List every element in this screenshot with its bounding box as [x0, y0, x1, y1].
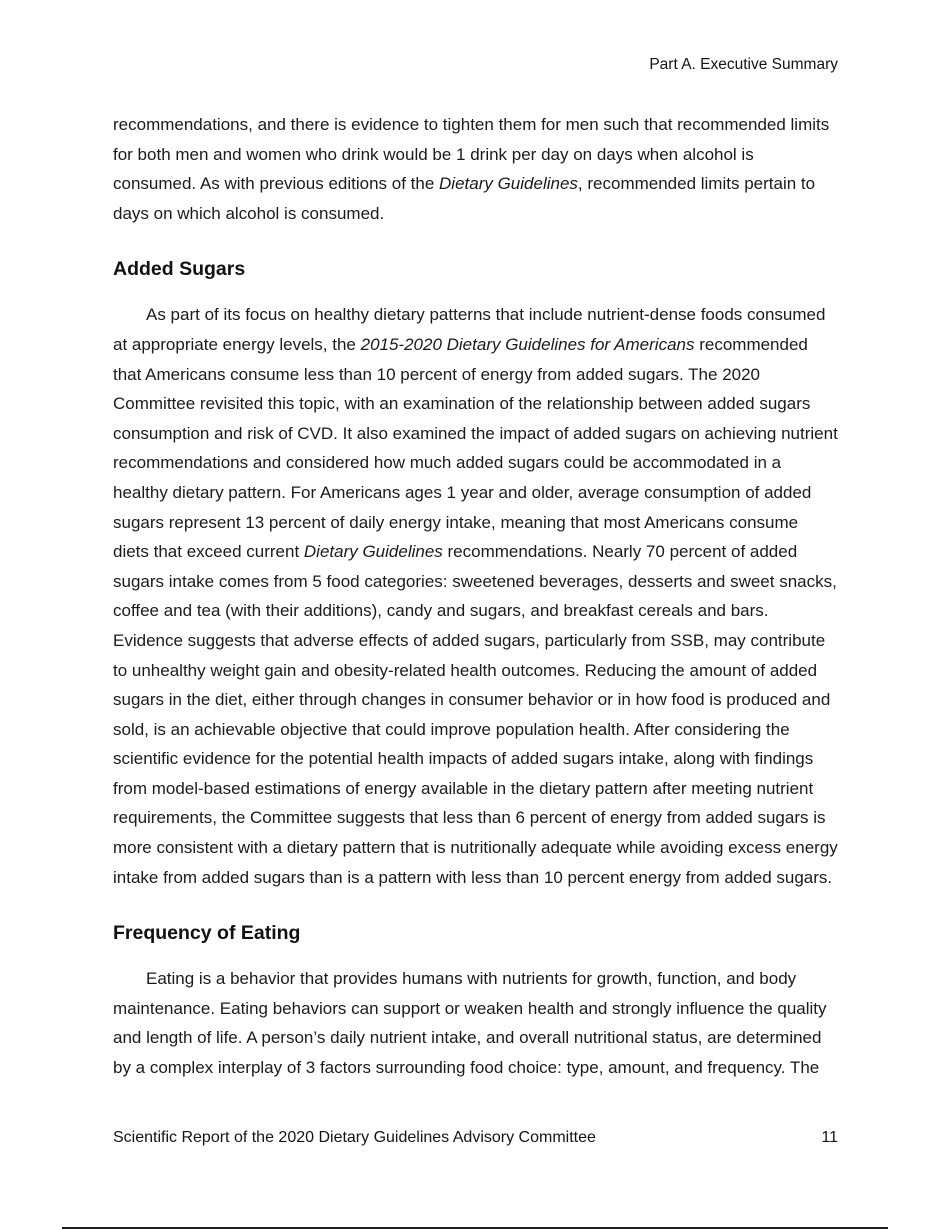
running-header	[113, 55, 838, 74]
paragraph-alcohol-continuation: recommendations, and there is evidence to tighten them for men such that recommended limits for both men and women who drink would be 1 drink per day on days when alcohol is consumed. As with previous editions of the Dietary Guidelines, recommended limits pertain to days on which alcohol is consumed.	[113, 115, 830, 223]
running-header-text: Part A. Executive Summary	[649, 56, 838, 73]
footer-document-title: Scientific Report of the 2020 Dietary Guidelines Advisory Committee	[113, 1129, 596, 1146]
page-footer	[113, 1128, 838, 1148]
heading-frequency-of-eating: Frequency of Eating	[113, 922, 301, 945]
paragraph-added-sugars: As part of its focus on healthy dietary patterns that include nutrient-dense foods consumed at appropriate energy levels, the 2015-2020 Dietary Guidelines for Americans recommended that Americans consume less than 10 percent of energy from added sugars. The 2020 Committee revisited this topic, with an examination of the relationship between added sugars consumption and risk of CVD. It also examined the impact of added sugars on achieving nutrient recommendations and considered how much added sugars could be accommodated in a healthy dietary pattern. For Americans ages 1 year and older, average consumption of added sugars represent 13 percent of daily energy intake, meaning that most Americans consume diets that exceed current Dietary Guidelines recommendations. Nearly 70 percent of added sugars intake comes from 5 food categories: sweetened beverages, desserts and sweet snacks, coffee and tea (with their additions), candy and sugars, and breakfast cereals and bars. Evidence suggests that adverse effects of added sugars, particularly from SSB, may contribute to unhealthy weight gain and obesity-related health outcomes. Reducing the amount of added sugars in the diet, either through changes in consumer behavior or in how food is produced and sold, is an achievable objective that could improve population health. After considering the scientific evidence for the potential health impacts of added sugars intake, along with findings from model-based estimations of energy available in the dietary pattern after meeting nutrient requirements, the Committee suggests that less than 6 percent of energy from added sugars is more consistent with a dietary pattern that is nutritionally adequate while avoiding excess energy intake from added sugars than is a pattern with less than 10 percent energy from added sugars.	[113, 305, 838, 887]
footer-page-number: 11	[821, 1129, 838, 1146]
heading-added-sugars: Added Sugars	[113, 258, 246, 281]
paragraph-frequency-of-eating: Eating is a behavior that provides humans with nutrients for growth, function, and body maintenance. Eating behaviors can support or weaken health and strongly influence the quality and length of life. A person’s daily nutrient intake, and overall nutritional status, are determined by a complex interplay of 3 factors surrounding food choice: type, amount, and frequency. The	[113, 969, 827, 1078]
document-content	[113, 110, 838, 1083]
page-bottom-rule	[62, 1227, 888, 1229]
